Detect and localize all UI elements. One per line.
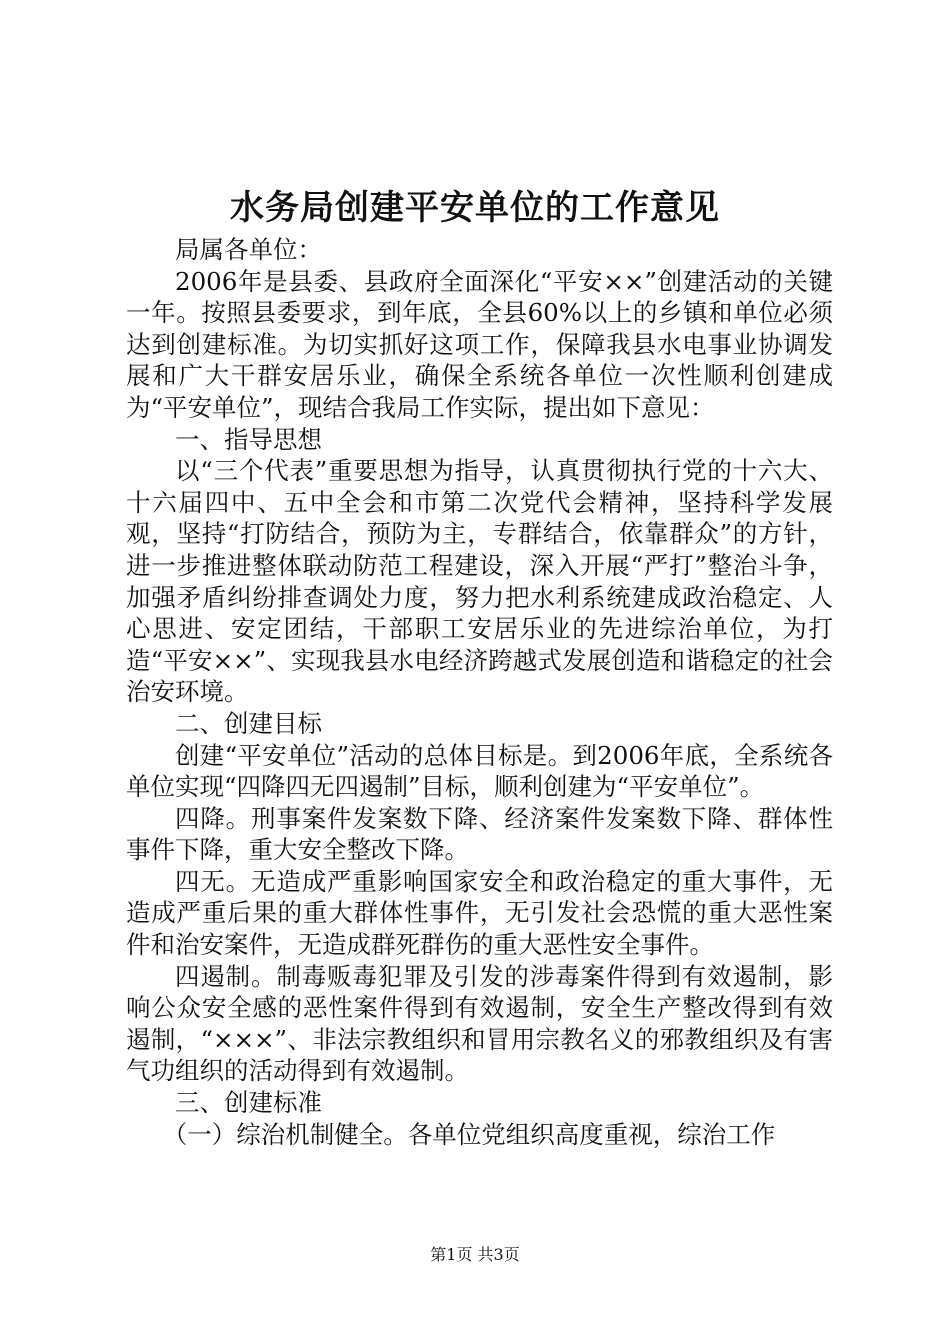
guiding-ideology-paragraph: 以“三个代表”重要思想为指导，认真贯彻执行党的十六大、十六届四中、五中全会和市第二次党代会精神，坚持科学发展观，坚持“打防结合，预防为主，专群结合，依靠群众”的方针，进一步推进整体联动防范工程建设，深入开展“严打”整治斗争，加强矛盾纠纷排查调处力度，努力把水利系统建成政治稳定、人心思进、安定团结，干部职工安居乐业的先进综治单位，为打造“平安××”、实现我县水电经济跨越式发展创造和谐稳定的社会治安环境。 xyxy=(126,456,833,707)
standard-item-1: （一）综治机制健全。各单位党组织高度重视，综治工作 xyxy=(162,1119,776,1149)
four-curbs-paragraph: 四遏制。制毒贩毒犯罪及引发的涉毒案件得到有效遏制，影响公众安全感的恶性案件得到有效遏制，安全生产整改得到有效遏制，“×××”、非法宗教组织和冒用宗教名义的邪教组织及有害气功组织的活动得到有效遏制。 xyxy=(126,961,833,1086)
page-footer: 第1页 共3页 xyxy=(430,1245,520,1264)
four-nones-paragraph: 四无。无造成严重影响国家安全和政治稳定的重大事件，无造成严重后果的重大群体性事件，无引发社会恐慌的重大恶性案件和治安案件，无造成群死群伤的重大恶性安全事件。 xyxy=(126,866,833,960)
document-title: 水务局创建平安单位的工作意见 xyxy=(230,188,720,228)
section-heading-1: 一、指导思想 xyxy=(175,424,322,454)
salutation: 局属各单位： xyxy=(175,235,322,264)
document-body xyxy=(126,234,833,1150)
section-heading-3: 三、创建标准 xyxy=(175,1088,322,1118)
intro-paragraph: 2006年是县委、县政府全面深化“平安××”创建活动的关键一年。按照县委要求，到年底，全县60%以上的乡镇和单位必须达到创建标准。为切实抓好这项工作，保障我县水电事业协调发展和广大干群安居乐业，确保全系统各单位一次性顺利创建成为“平安单位”，现结合我局工作实际，提出如下意见： xyxy=(126,266,833,422)
goal-paragraph: 创建“平安单位”活动的总体目标是。到2006年底，全系统各单位实现“四降四无四遏制”目标，顺利创建为“平安单位”。 xyxy=(126,740,833,802)
section-heading-2: 二、创建目标 xyxy=(175,708,322,738)
four-decreases-paragraph: 四降。刑事案件发案数下降、经济案件发案数下降、群体性事件下降，重大安全整改下降。 xyxy=(126,803,833,865)
